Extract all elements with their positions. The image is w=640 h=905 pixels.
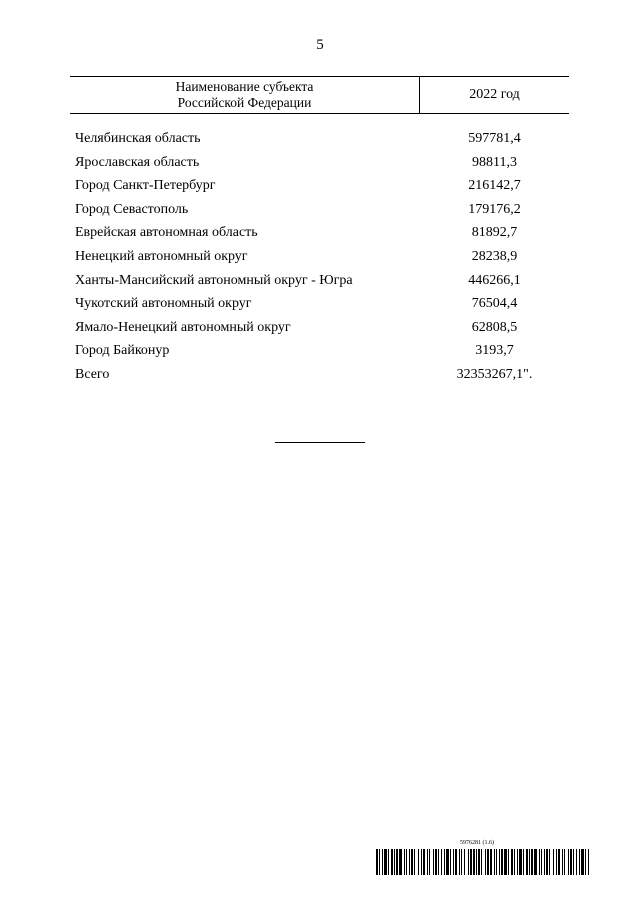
- region-name: Город Севастополь: [75, 201, 189, 217]
- region-name: Чукотский автономный округ: [75, 296, 252, 312]
- region-value: 216142,7: [468, 178, 521, 194]
- table-row: [70, 151, 569, 175]
- barcode-caption: 5976281 (1.6): [460, 840, 494, 846]
- region-value: 3193,7: [475, 343, 514, 359]
- region-name: Город Байконур: [75, 343, 170, 359]
- table-row: [70, 221, 569, 245]
- barcode-bar: [589, 849, 590, 875]
- page-number: 5: [316, 37, 324, 53]
- region-value: 98811,3: [472, 154, 517, 170]
- region-name: Ярославская область: [75, 154, 200, 170]
- region-name: Челябинская область: [75, 131, 201, 146]
- table-row: [70, 269, 569, 293]
- region-value: 179176,2: [468, 201, 521, 217]
- total-value: 32353267,1".: [456, 366, 533, 382]
- region-name: Еврейская автономная область: [75, 225, 258, 241]
- table-row: [70, 174, 569, 198]
- region-name: Ненецкий автономный округ: [75, 248, 248, 264]
- region-value: 597781,4: [468, 131, 521, 146]
- region-value: 62808,5: [471, 319, 518, 335]
- region-name: Город Санкт-Петербург: [75, 178, 216, 194]
- region-value: 76504,4: [471, 296, 518, 312]
- table-row: [70, 316, 569, 340]
- region-value: 28238,9: [471, 248, 518, 264]
- region-value: 81892,7: [471, 225, 518, 241]
- table-body: [70, 127, 569, 387]
- subject-header-line1: Наименование субъекта: [175, 79, 314, 94]
- region-name: Ханты-Мансийский автономный округ - Югра: [75, 272, 353, 288]
- table-row: [70, 245, 569, 269]
- total-row: [70, 363, 569, 387]
- year-column-header: 2022 год: [469, 87, 520, 102]
- table-row: [70, 339, 569, 363]
- table-header: [70, 76, 569, 114]
- total-label: Всего: [75, 366, 110, 382]
- end-separator-line: [275, 442, 365, 443]
- table-row: [70, 198, 569, 222]
- region-name: Ямало-Ненецкий автономный округ: [75, 319, 291, 335]
- table-row: [70, 127, 569, 151]
- subject-header-line2: Российской Федерации: [177, 95, 312, 110]
- subject-column-header: [70, 77, 420, 113]
- document-barcode: [376, 840, 590, 880]
- barcode-icon: [376, 849, 590, 875]
- region-value: 446266,1: [468, 272, 521, 288]
- table-row: [70, 292, 569, 316]
